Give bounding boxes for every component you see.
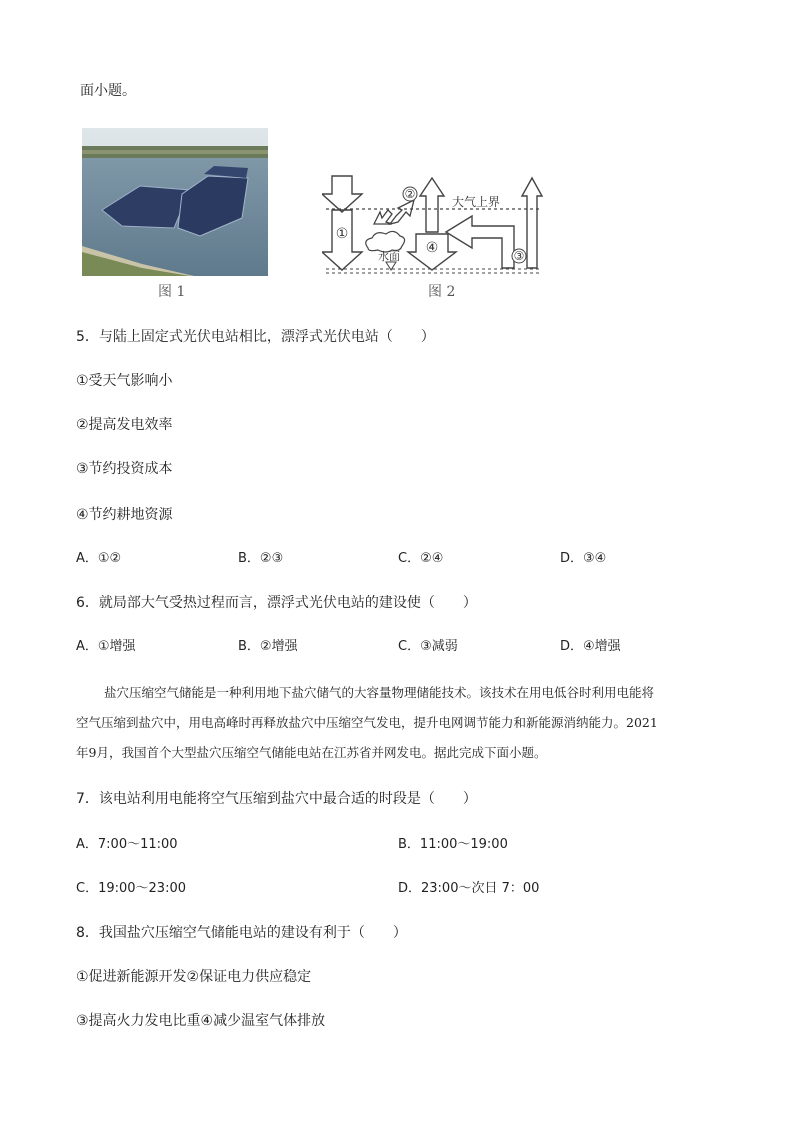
figure1-caption: 图 1 [158,284,186,300]
q8-items-line-2: ③提高火力发电比重④减少温室气体排放 [76,1013,326,1029]
q7-option-c[interactable]: C．19:00～23:00 [76,881,187,896]
q6-option-c[interactable]: C．③减弱 [398,639,458,654]
passage-line-1: 盐穴压缩空气储能是一种利用地下盐穴储气的大容量物理储能技术。该技术在用电低谷时利用电能将 [104,685,655,700]
q5-option-d[interactable]: D．③④ [560,551,607,566]
q7-stem: 7．该电站利用电能将空气压缩到盐穴中最合适的时段是（ ） [76,791,477,807]
label-3: ③ [513,249,525,263]
heating-process-diagram [322,172,544,280]
passage-line-3: 年9月，我国首个大型盐穴压缩空气储能电站在江苏省并网发电。据此完成下面小题。 [76,745,547,760]
arrow-up [420,178,444,232]
q6-option-b[interactable]: B．②增强 [238,639,298,654]
q5-option-c[interactable]: C．②④ [398,551,444,566]
q7-option-d[interactable]: D．23:00～次日 7：00 [398,881,540,896]
q5-option-a[interactable]: A．①② [76,551,122,566]
intro-text: 面小题。 [80,83,136,99]
label-2: ② [404,187,416,201]
label-4: ④ [425,240,439,256]
q5-item-3: ③节约投资成本 [76,461,173,477]
q7-option-a[interactable]: A．7:00～11:00 [76,837,178,852]
q7-option-b[interactable]: B．11:00～19:00 [398,837,508,852]
passage-line-2: 空气压缩到盐穴中，用电高峰时再释放盐穴中压缩空气发电，提升电网调节能力和新能源消纳能力。2021 [76,715,658,730]
q8-stem: 8．我国盐穴压缩空气储能电站的建设有利于（ ） [76,925,407,941]
q6-option-a[interactable]: A．①增强 [76,639,136,654]
water-surface-label: 水面 [378,250,400,263]
q6-option-d[interactable]: D．④增强 [560,639,621,654]
q6-stem: 6．就局部大气受热过程而言，漂浮式光伏电站的建设使（ ） [76,595,477,611]
arrow-2a [374,210,392,224]
floating-pv-photo [82,128,268,276]
atmosphere-top-label: 大气上界 [452,195,501,209]
arrow-1-top [322,176,362,212]
q8-items-line-1: ①促进新能源开发②保证电力供应稳定 [76,969,312,985]
q5-stem: 5．与陆上固定式光伏电站相比，漂浮式光伏电站（ ） [76,329,435,345]
q5-option-b[interactable]: B．②③ [238,551,284,566]
cloud-icon [366,231,405,252]
q5-item-1: ①受天气影响小 [76,373,173,389]
figure2-caption: 图 2 [428,284,456,300]
label-1: ① [335,226,349,242]
q5-item-2: ②提高发电效率 [76,417,173,433]
q5-item-4: ④节约耕地资源 [76,507,173,523]
arrow-2 [390,200,414,224]
arrow-3 [446,216,514,268]
